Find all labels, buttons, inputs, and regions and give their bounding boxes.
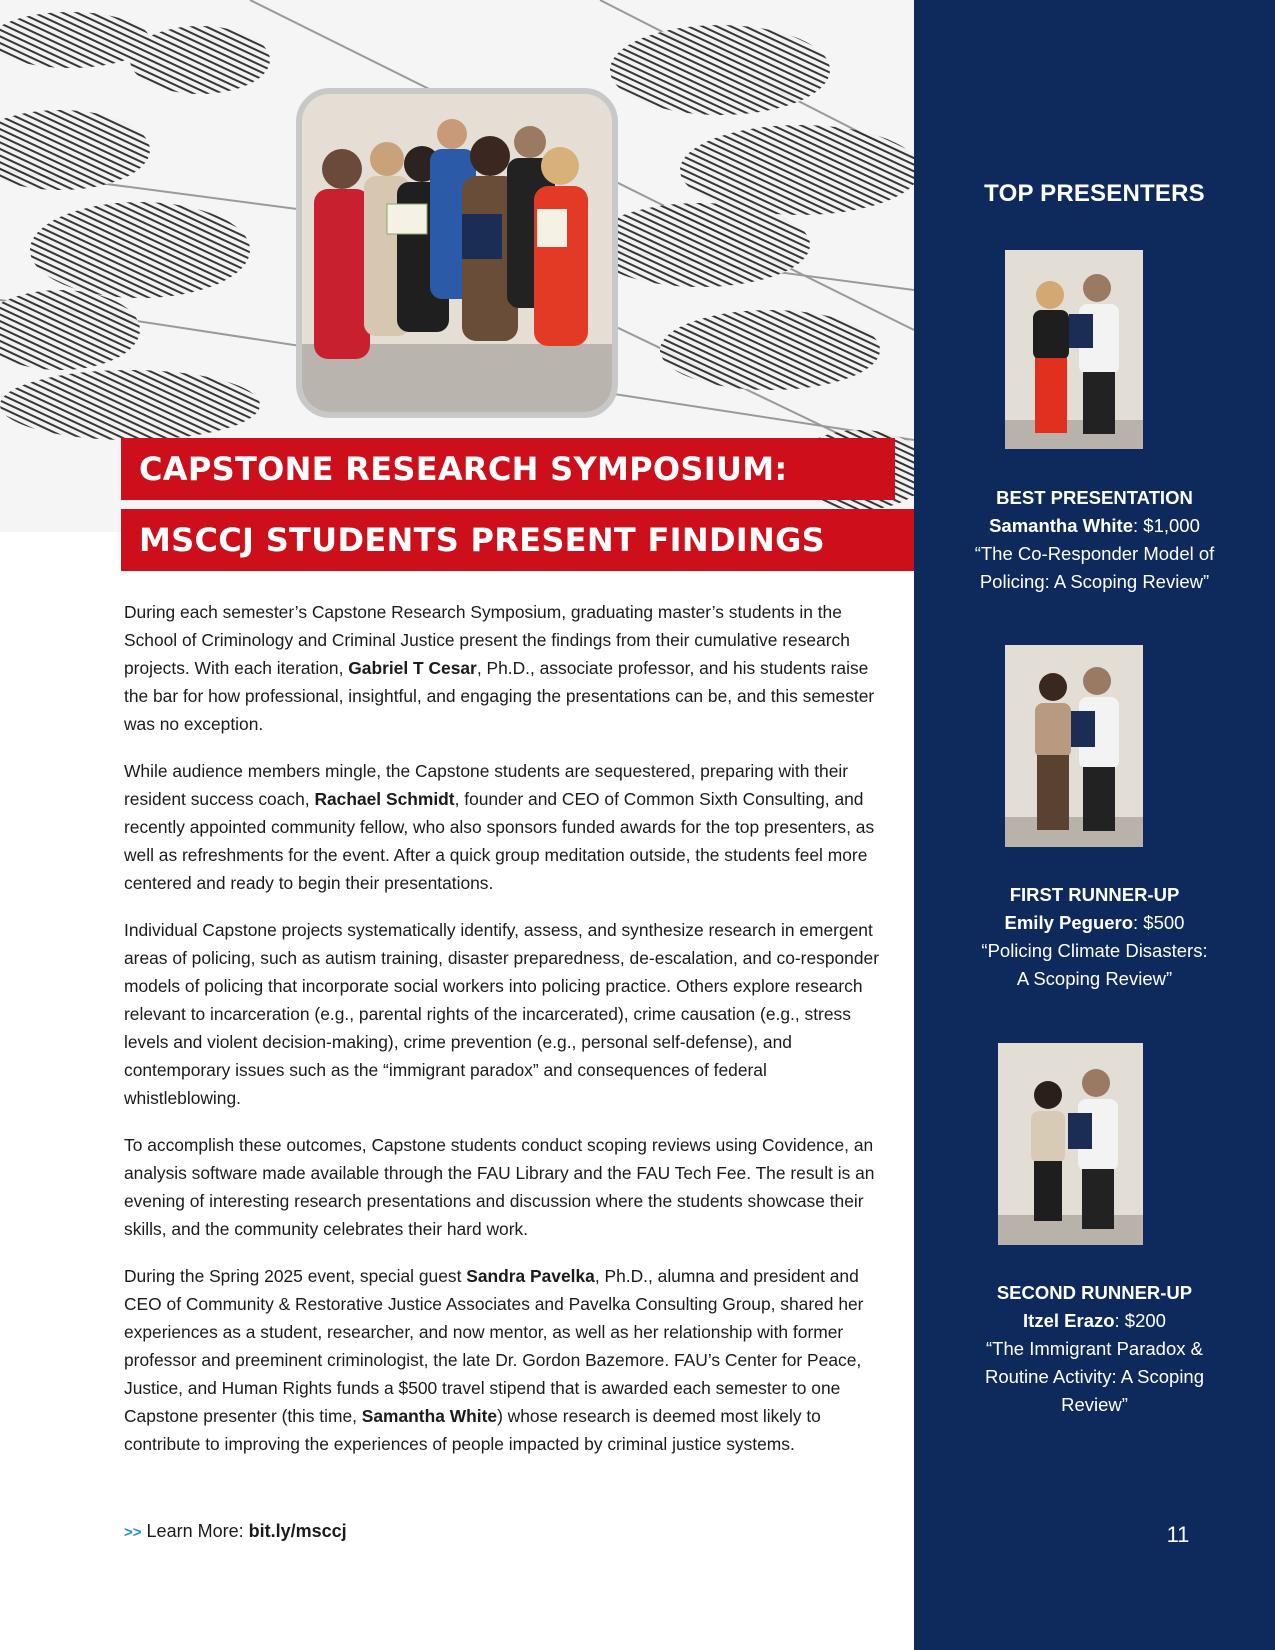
award-title-line: “Policing Climate Disasters: [981, 940, 1208, 961]
name-samantha-white: Samantha White [361, 1406, 498, 1426]
headline-line-2: MSCCJ STUDENTS PRESENT FINDINGS [121, 509, 932, 571]
paragraph-2: While audience members mingle, the Capstone students are sequestered, preparing with their resident success coach, Rachael Schmidt, founder and CEO of Common Sixth Consulting, and recently appointed community fellow, who also sponsors funded awards for the top presenters, as well as refreshments for the event. After a quick group meditation outside, the students feel more centered and ready to begin their presentations. [124, 761, 875, 893]
award-label: BEST PRESENTATION [996, 487, 1193, 508]
award-title-line: “The Immigrant Paradox & [986, 1338, 1203, 1359]
learn-more-line [124, 1521, 347, 1542]
sidebar-title: TOP PRESENTERS [984, 180, 1205, 207]
paragraph-3: Individual Capstone projects systematically identify, assess, and synthesize research in emergent areas of policing, such as autism training, disaster preparedness, de-escalation, and co-responder models of policing that incorporate social workers into policing practice. Others explore research relevant to incarceration (e.g., parental rights of the incarcerated), crime causation (e.g., stress levels and violent decision-making), crime prevention (e.g., personal self-defense), and contemporary issues such as the “immigrant paradox” and consequences of federal whistleblowing. [124, 920, 879, 1108]
award-label: FIRST RUNNER-UP [1009, 884, 1180, 905]
award-title-line: Policing: A Scoping Review” [979, 571, 1210, 592]
award-first-runner-up [914, 881, 1275, 993]
paragraph-1: During each semester’s Capstone Research Symposium, graduating master’s students in the School of Criminology and Criminal Justice present the findings from their cumulative research projects. With each iteration, Gabriel T Cesar, Ph.D., associate professor, and his students raise the bar for how professional, insightful, and engaging the presentations can be, and this semester was no exception. [124, 602, 875, 734]
paragraph-5: During the Spring 2025 event, special guest Sandra Pavelka, Ph.D., alumna and president and CEO of Community & Restorative Justice Associates and Pavelka Consulting Group, shared her experiences as a student, researcher, and now mentor, as well as her relationship with former professor and preeminent criminologist, the late Dr. Gordon Bazemore. FAU’s Center for Peace, Justice, and Human Rights funds a $500 travel stipend that is awarded each semester to one Capstone presenter (this time, Samantha White) whose research is deemed most likely to contribute to improving the experiences of people impacted by criminal justice systems. [124, 1266, 864, 1454]
award-winner-name: Emily Peguero [1004, 912, 1134, 933]
award-amount: : $200 [1114, 1310, 1166, 1331]
sidebar [914, 0, 1275, 1650]
group-photo [296, 88, 618, 418]
award-title-line: A Scoping Review” [1016, 968, 1173, 989]
award-amount: : $1,000 [1133, 515, 1200, 536]
award-photo-best [1005, 250, 1143, 449]
name-sandra-pavelka: Sandra Pavelka [466, 1266, 595, 1286]
arrow-icon: >> [124, 1524, 142, 1541]
award-photo-second-runner-up [998, 1043, 1143, 1245]
award-winner-name: Samantha White [989, 515, 1134, 536]
award-second-runner-up [914, 1279, 1275, 1419]
learn-more-link[interactable]: bit.ly/msccj [248, 1521, 347, 1541]
award-winner-name: Itzel Erazo [1023, 1310, 1115, 1331]
award-title-line: Review” [1061, 1394, 1128, 1415]
name-gabriel-cesar: Gabriel T Cesar [348, 658, 477, 678]
award-title-line: Routine Activity: A Scoping [984, 1366, 1205, 1387]
learn-more-label: Learn More: [146, 1521, 244, 1541]
award-amount: : $500 [1133, 912, 1185, 933]
award-photo-first-runner-up [1005, 645, 1143, 847]
award-best-presentation [914, 484, 1275, 596]
page-number: 11 [1166, 1522, 1190, 1547]
name-rachael-schmidt: Rachael Schmidt [314, 789, 455, 809]
article-body [124, 598, 884, 1477]
headline-line-1: CAPSTONE RESEARCH SYMPOSIUM: [121, 438, 895, 500]
paragraph-4: To accomplish these outcomes, Capstone students conduct scoping reviews using Covidence, an analysis software made available through the FAU Library and the FAU Tech Fee. The result is an evening of interesting research presentations and discussion where the students showcase their skills, and the community celebrates their hard work. [124, 1135, 875, 1239]
award-label: SECOND RUNNER-UP [996, 1282, 1193, 1303]
award-title-line: “The Co-Responder Model of [974, 543, 1215, 564]
